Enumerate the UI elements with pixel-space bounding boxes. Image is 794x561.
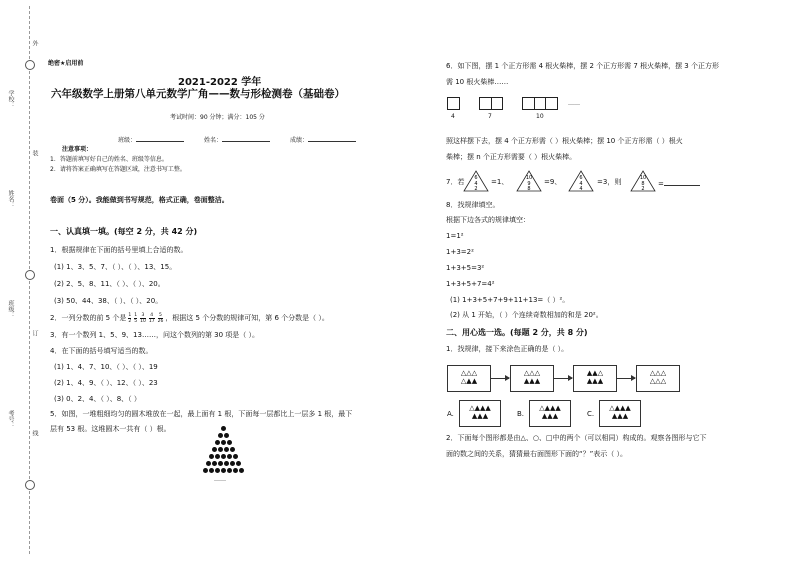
log xyxy=(221,426,226,431)
binding-hole xyxy=(25,270,35,280)
q8-pattern-1: 1=1² xyxy=(446,232,464,240)
cut-mark: 订 xyxy=(31,330,38,336)
matchstick-square xyxy=(447,97,460,110)
matchstick-count-1: 4 xyxy=(451,113,455,120)
notice-2: 2．请将答案正确填写在答题区域，注意书写工整。 xyxy=(50,166,186,173)
q7-tri2-middle: 9 xyxy=(527,181,531,187)
q7-triangle-1 xyxy=(463,170,489,192)
field-score: 成绩： xyxy=(290,134,356,145)
log xyxy=(212,447,217,452)
matchstick-square xyxy=(546,97,558,110)
log xyxy=(239,468,244,473)
q6-line-1: 6．如下图，摆 1 个正方形需 4 根火柴棒，摆 2 个正方形需 7 根火柴棒，摆 3 个正方形 xyxy=(446,62,719,70)
pattern-box-2: △△△ ▲▲▲ xyxy=(510,365,554,392)
log xyxy=(215,454,220,459)
matchstick-square xyxy=(534,97,546,110)
q7-tri4-middle: 8 xyxy=(641,181,645,187)
log xyxy=(221,468,226,473)
log xyxy=(233,468,238,473)
log xyxy=(224,433,229,438)
matchstick-count-3: 10 xyxy=(536,113,544,120)
option-b-label[interactable]: B. xyxy=(517,410,525,418)
option-c-box[interactable]: △▲▲▲ ▲▲▲ xyxy=(599,400,641,427)
q4-item-3: (3) 0、2、4、（ ）、8、（ ） xyxy=(54,395,141,403)
log xyxy=(221,454,226,459)
log xyxy=(218,461,223,466)
sidebar-label-name: 姓名： xyxy=(7,190,14,208)
q7-eq4: = xyxy=(658,178,700,189)
q6-line-4: 柴棒；摆 n 个正方形需要（ ）根火柴棒。 xyxy=(446,153,577,161)
q8-stem: 8．找规律填空。 xyxy=(446,201,500,209)
sidebar-label-class: 班级： xyxy=(7,300,14,318)
exam-info: 考试时间：90 分钟；满分：105 分 xyxy=(170,114,265,121)
arrow-icon xyxy=(553,378,572,379)
matchstick-count-2: 7 xyxy=(488,113,492,120)
q8-item-1: (1) 1+3+5+7+9+11+13=（ ）²。 xyxy=(450,296,570,304)
section1-title: 一、认真填一填。(每空 2 分，共 42 分) xyxy=(50,227,198,236)
log xyxy=(203,468,208,473)
pattern-box-1: △△△ △▲▲ xyxy=(447,365,491,392)
q7-triangle-4 xyxy=(630,170,656,192)
q2: 2．一列分数的前 5 个是 1 2 1 5 3 10 4 17 5 26 ，根据这 5 个分数的规律可知，第 6 个分数是（ ）。 xyxy=(50,313,329,324)
log xyxy=(227,454,232,459)
notice-1: 1．答题前填写好自己的姓名、班级等信息。 xyxy=(50,156,168,163)
arrow-icon xyxy=(490,378,509,379)
q4-item-1: (1) 1、4、7、10、（ ）、（ ）、19 xyxy=(54,363,158,371)
q1-item-2: (2) 2、5、8、11、（ ）、（ ）、20。 xyxy=(54,280,165,288)
q7-eq1: =1、 xyxy=(491,178,509,186)
q6-line-2: 需 10 根火柴棒…… xyxy=(446,78,509,86)
secret-label: 绝密★启用前 xyxy=(48,60,84,67)
log xyxy=(215,440,220,445)
sidebar-label-number: 考号： xyxy=(7,410,14,428)
q4-item-2: (2) 1、4、9、（ ）、12、（ ）、23 xyxy=(54,379,158,387)
log xyxy=(215,468,220,473)
section2-title: 二、用心选一选。(每题 2 分，共 8 分) xyxy=(446,328,588,337)
log-pile-ellipsis: …… xyxy=(214,476,226,483)
page-title: 六年级数学上册第八单元数学广角——数与形检测卷（基础卷） xyxy=(51,88,345,100)
q7-eq3: =3，则 xyxy=(597,178,622,186)
log xyxy=(209,468,214,473)
q3: 3．有一个数列 1、5、9、13……，问这个数列的第 30 项是（ ）。 xyxy=(50,331,260,339)
q7-prefix: 7．若 xyxy=(446,178,465,186)
log xyxy=(218,433,223,438)
q1-stem: 1．根据规律在下面的括号里填上合适的数。 xyxy=(50,246,188,254)
q7-tri4-top: 10 xyxy=(639,175,647,181)
pattern-box-4: △△△ △△△ xyxy=(636,365,680,392)
cut-mark: 外 xyxy=(31,40,38,46)
log xyxy=(224,447,229,452)
q7-tri2-top: 10 xyxy=(525,175,533,181)
binding-margin xyxy=(0,0,40,561)
q7-eq2: =9、 xyxy=(544,178,562,186)
s2-q2-line-2: 面的数之间的关系，猜猜最右面图形下面的“？”表示（ ）。 xyxy=(446,450,627,458)
q7-triangle-2 xyxy=(516,170,542,192)
log xyxy=(236,461,241,466)
q7-triangle-3 xyxy=(568,170,594,192)
q7-tri3-middle: 4 xyxy=(579,181,583,187)
q8-item-2: (2) 从 1 开始，（ ）个连续奇数相加的和是 20²。 xyxy=(450,311,603,319)
option-c-label[interactable]: C. xyxy=(587,410,595,418)
q5-line-1: 5．如图，一堆粗细均匀的圆木堆放在一起，最上面有 1 根，下面每一层都比上一层多 1 根，最下 xyxy=(50,410,353,418)
q4-stem: 4．在下面的括号填写适当的数。 xyxy=(50,347,153,355)
q6-line-3: 照这样摆下去，摆 4 个正方形需（ ）根火柴棒；摆 10 个正方形需（ ）根火 xyxy=(446,137,683,145)
q7-tri3-bottom: 4 xyxy=(579,186,583,192)
notice-title: 注意事项： xyxy=(62,146,93,153)
cut-mark: 线 xyxy=(31,430,38,436)
q1-item-3: (3) 50、44、38、（ ）、（ ）、20。 xyxy=(54,297,163,305)
exam-year: 2021-2022 学年 xyxy=(178,77,262,88)
log xyxy=(221,440,226,445)
log xyxy=(227,440,232,445)
q7-tri2-bottom: 8 xyxy=(527,186,531,192)
field-name: 姓名： xyxy=(204,134,270,145)
cut-mark: 装 xyxy=(31,150,38,156)
q7-tri1-middle: 4 xyxy=(474,181,478,187)
matchstick-square xyxy=(491,97,503,110)
arrow-icon xyxy=(616,378,635,379)
log xyxy=(224,461,229,466)
option-a-label[interactable]: A. xyxy=(447,410,454,418)
sidebar-label-school: 学校： xyxy=(7,90,14,108)
q8-intro: 根据下边各式的规律填空： xyxy=(446,216,530,224)
log xyxy=(230,447,235,452)
pattern-box-3: ▲▲△ ▲▲▲ xyxy=(573,365,617,392)
field-class: 班级： xyxy=(118,134,184,145)
binding-hole xyxy=(25,60,35,70)
option-b-box[interactable]: △▲▲▲ ▲▲▲ xyxy=(529,400,571,427)
q7-tri1-top: 6 xyxy=(474,175,478,181)
log xyxy=(212,461,217,466)
q1-item-1: (1) 1、3、5、7、（ ）、（ ）、13、15。 xyxy=(54,263,177,271)
option-a-box[interactable]: △▲▲▲ ▲▲▲ xyxy=(459,400,501,427)
neatness-note: 卷面（5 分）。我能做到书写规范，格式正确，卷面整洁。 xyxy=(50,196,229,204)
log xyxy=(206,461,211,466)
log xyxy=(227,468,232,473)
binding-hole xyxy=(25,480,35,490)
q8-pattern-4: 1+3+5+7=4² xyxy=(446,280,495,288)
s2-q1-stem: 1．找规律，接下来涂色正确的是（ ）。 xyxy=(446,345,569,353)
q7-tri1-bottom: 2 xyxy=(474,186,478,192)
s2-q2-line-1: 2．下面每个图形都是由△、○、□中的两个（可以相同）构成的。观察各图形与它下 xyxy=(446,434,707,442)
log xyxy=(230,461,235,466)
log xyxy=(233,454,238,459)
q8-pattern-3: 1+3+5=3² xyxy=(446,264,485,272)
matchstick-ellipsis: …… xyxy=(568,100,580,107)
cut-line xyxy=(29,6,30,554)
log xyxy=(218,447,223,452)
q7-tri3-top: 6 xyxy=(579,175,583,181)
q7-tri4-bottom: 2 xyxy=(641,186,645,192)
q5-line-2: 层有 53 根。这堆圆木一共有（ ）根。 xyxy=(50,425,171,433)
log xyxy=(209,454,214,459)
q8-pattern-2: 1+3=2² xyxy=(446,248,474,256)
